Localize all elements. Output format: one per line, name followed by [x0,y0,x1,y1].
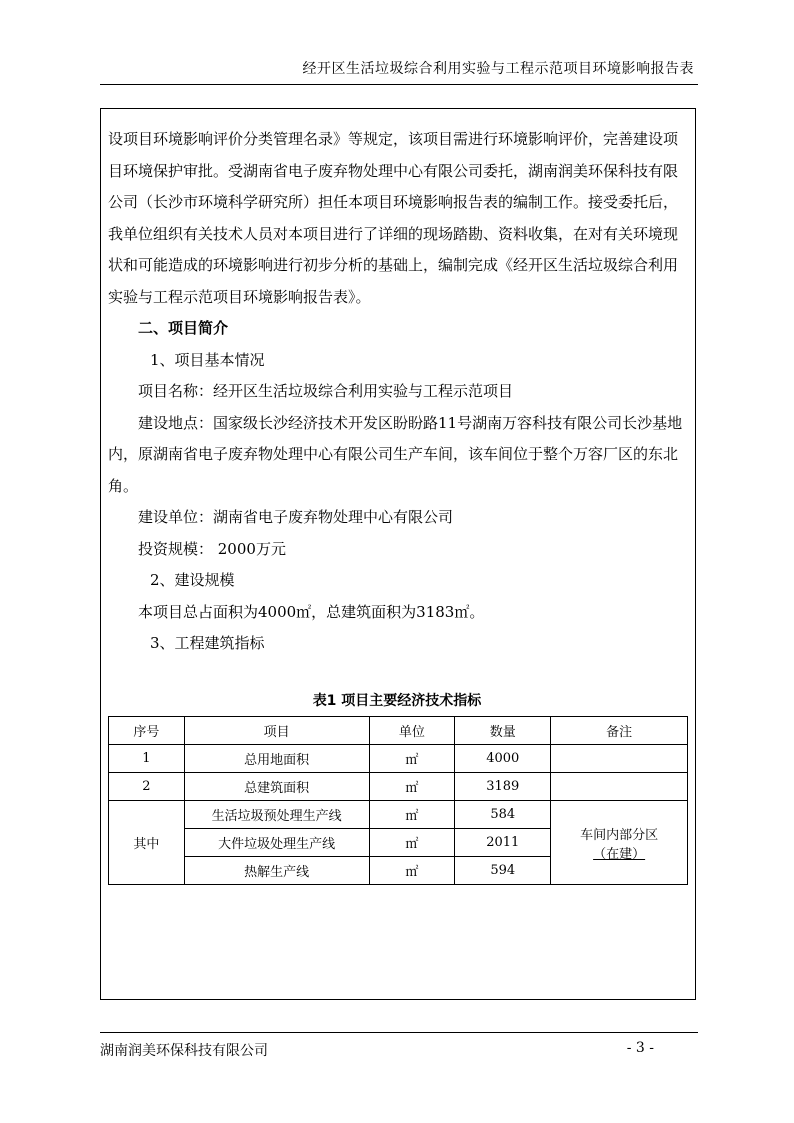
cell-no: 2 [109,773,185,801]
cell-group-note [551,801,688,885]
group-note-line2: （在建） [593,846,646,862]
subsection-scale: 2、建设规模 [150,571,235,589]
section-title: 二、项目简介 [138,319,229,337]
subsection-indicators: 3、工程建筑指标 [150,634,265,652]
page-number: - 3 - [626,1040,654,1056]
table-row [109,745,688,773]
cell-item: 生活垃圾预处理生产线 [184,801,369,829]
table-header-row [109,717,688,745]
cell-qty: 4000 [455,745,551,773]
header-cell: 序号 [109,717,185,745]
project-location: 建设地点：国家级长沙经济技术开发区盼盼路11号湖南万容科技有限公司长沙基地内，原湖南省电子废弃物处理中心有限公司生产车间，该车间位于整个万容厂区的东北角。 [108,413,683,495]
cell-unit: ㎡ [369,829,455,857]
cell-no: 1 [109,745,185,773]
cell-unit: ㎡ [369,801,455,829]
footer-company: 湖南润美环保科技有限公司 [100,1043,268,1059]
table-caption: 表1 项目主要经济技术指标 [312,693,482,709]
header-cell: 项目 [184,717,369,745]
cell-unit: ㎡ [369,773,455,801]
cell-item: 大件垃圾处理生产线 [184,829,369,857]
project-name: 项目名称：经开区生活垃圾综合利用实验与工程示范项目 [138,382,514,400]
body-text [108,124,690,660]
group-note-line1: 车间内部分区 [580,827,659,843]
area-scale: 本项目总占面积为4000㎡，总建筑面积为3183㎡。 [138,602,485,621]
header-rule [100,84,698,85]
subsection-basic-info: 1、项目基本情况 [150,350,265,369]
construction-unit: 建设单位：湖南省电子废弃物处理中心有限公司 [138,508,454,526]
header-cell: 数量 [455,717,551,745]
cell-item: 总建筑面积 [184,773,369,801]
cell-item: 热解生产线 [184,857,369,885]
cell-qty: 2011 [455,829,551,857]
cell-unit: ㎡ [369,745,455,773]
cell-note [551,773,688,801]
cell-qty: 584 [455,801,551,829]
cell-qty: 3189 [455,773,551,801]
cell-unit: ㎡ [369,857,455,885]
investment-scale: 投资规模： 2000万元 [138,539,286,558]
table-row [109,801,688,829]
table-row [109,773,688,801]
header-cell: 备注 [551,717,688,745]
cell-qty: 594 [455,857,551,885]
header-title: 经开区生活垃圾综合利用实验与工程示范项目环境影响报告表 [302,61,694,77]
footer-rule [100,1032,698,1033]
cell-item: 总用地面积 [184,745,369,773]
indicators-table [108,716,688,885]
header-cell: 单位 [369,717,455,745]
cell-note [551,745,688,773]
intro-paragraph: 设项目环境影响评价分类管理名录》等规定，该项目需进行环境影响评价，完善建设项目环境保护审批。受湖南省电子废弃物处理中心有限公司委托，湖南润美环保科技有限公司（长沙市环境科学研究所）担任本项目环境影响报告表的编制工作。接受委托后，我单位组织有关技术人员对本项目进行了详细的现场踏勘、资料收集，在对有关环境现状和可能造成的环境影响进行初步分析的基础上，编制完成《经开区生活垃圾综合利用实验与工程示范项目环境影响报告表》。 [108,130,679,306]
cell-group-label: 其中 [109,801,185,885]
